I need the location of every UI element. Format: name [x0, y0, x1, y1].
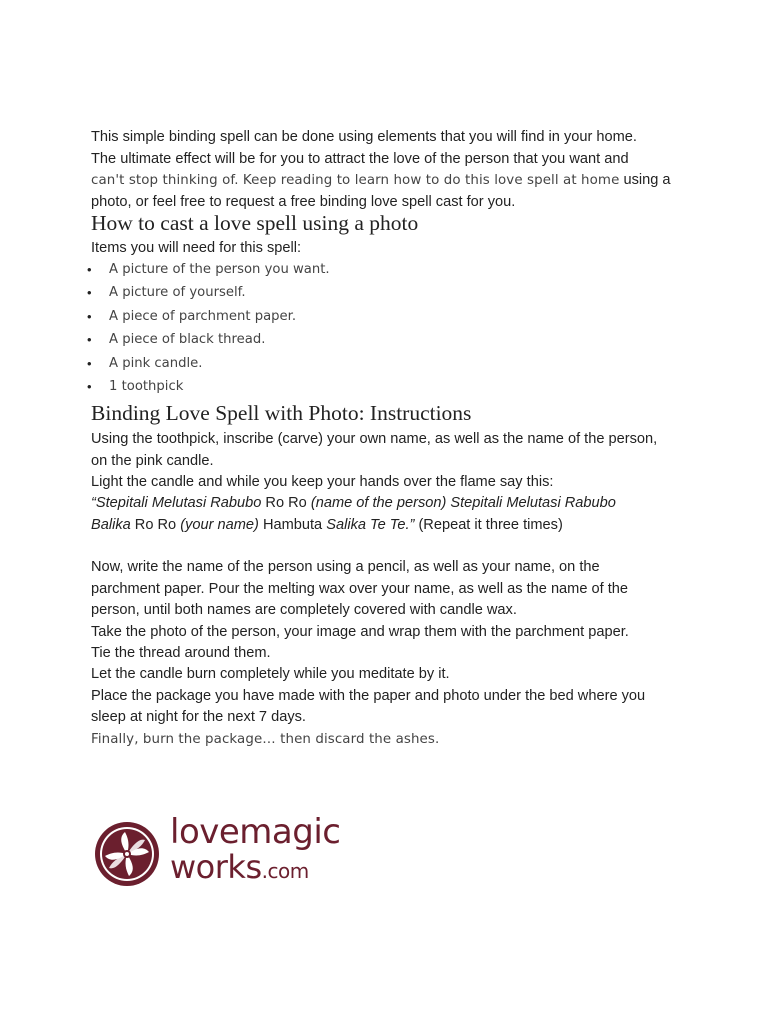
bullet-icon: • — [87, 285, 92, 301]
instruction-line: Let the candle burn completely while you meditate by it. — [91, 666, 450, 682]
lovemagic-logo — [92, 812, 341, 892]
item-text: A picture of the person you want. — [109, 262, 330, 277]
list-item — [87, 376, 330, 399]
items-list — [87, 259, 330, 399]
list-item — [87, 329, 330, 352]
logo-text-works: works — [170, 848, 262, 886]
item-text: A piece of black thread. — [109, 332, 266, 348]
intro-line-4: photo, or feel free to request a free binding love spell cast for you. — [91, 194, 516, 210]
instruction-line: Using the toothpick, inscribe (carve) your own name, as well as the name of the person, — [91, 431, 658, 447]
chant-text: Salika Te Te.” — [326, 517, 415, 533]
items-intro: Items you will need for this spell: — [91, 240, 302, 256]
item-text: A picture of yourself. — [109, 285, 246, 301]
instruction-line: person, until both names are completely covered with candle wax. — [91, 602, 517, 618]
bullet-icon: • — [87, 308, 92, 324]
item-text: 1 toothpick — [109, 378, 184, 394]
intro-line-2: The ultimate effect will be for you to attract the love of the person that you want and — [91, 151, 629, 167]
chant-text: Balika — [91, 517, 131, 533]
heading-cast-love-spell: How to cast a love spell using a photo — [91, 211, 419, 235]
intro-line-3-light: can't stop thinking of. Keep reading to learn how to do this love spell at home — [91, 173, 620, 188]
chant-line-1 — [91, 493, 616, 515]
instruction-line: Place the package you have made with the paper and photo under the bed where you — [91, 688, 646, 704]
logo-text-com: .com — [261, 859, 309, 883]
intro-line-1: This simple binding spell can be done using elements that you will find in your home. — [91, 129, 637, 145]
instruction-line: parchment paper. Pour the melting wax over your name, as well as the name of the — [91, 581, 629, 597]
chant-line-2 — [91, 515, 563, 537]
chant-text: Melutasi Rabubo — [151, 495, 262, 511]
instruction-line: on the pink candle. — [91, 453, 214, 469]
chant-text: Hambuta — [258, 517, 327, 533]
list-item — [87, 353, 330, 376]
list-item — [87, 282, 330, 305]
instruction-line: Tie the thread around them. — [91, 645, 271, 661]
instruction-line-final: Finally, burn the package… then discard the ashes. — [91, 732, 440, 747]
list-item — [87, 306, 330, 329]
chant-text: “Stepitali — [91, 495, 152, 511]
instruction-line: Now, write the name of the person using a pencil, as well as your name, on the — [91, 559, 600, 575]
intro-line-3-end: using a — [619, 172, 671, 188]
heading-instructions: Binding Love Spell with Photo: Instructions — [91, 401, 472, 425]
bullet-icon: • — [87, 262, 92, 277]
chant-text: Ro Ro — [261, 495, 311, 511]
bullet-icon: • — [87, 332, 92, 348]
chant-text: (name of the person) Stepitali Melutasi Rabubo — [310, 495, 616, 511]
item-text: A piece of parchment paper. — [109, 308, 297, 324]
bullet-icon: • — [87, 355, 92, 371]
logo-text-line-2 — [170, 848, 309, 886]
instruction-line: sleep at night for the next 7 days. — [91, 709, 306, 725]
item-text: A pink candle. — [109, 355, 203, 371]
instruction-line: Light the candle and while you keep your hands over the flame say this: — [91, 474, 554, 490]
logo-emblem-icon — [92, 818, 162, 890]
list-item — [87, 259, 330, 282]
chant-text: (Repeat it three times) — [414, 517, 563, 533]
logo-text-line-1: lovemagic — [170, 812, 341, 852]
bullet-icon: • — [87, 378, 92, 394]
instruction-line: Take the photo of the person, your image and wrap them with the parchment paper. — [91, 624, 629, 640]
intro-line-3 — [91, 170, 671, 192]
chant-text: Ro Ro — [130, 517, 181, 533]
chant-text: (your name) — [180, 517, 259, 533]
